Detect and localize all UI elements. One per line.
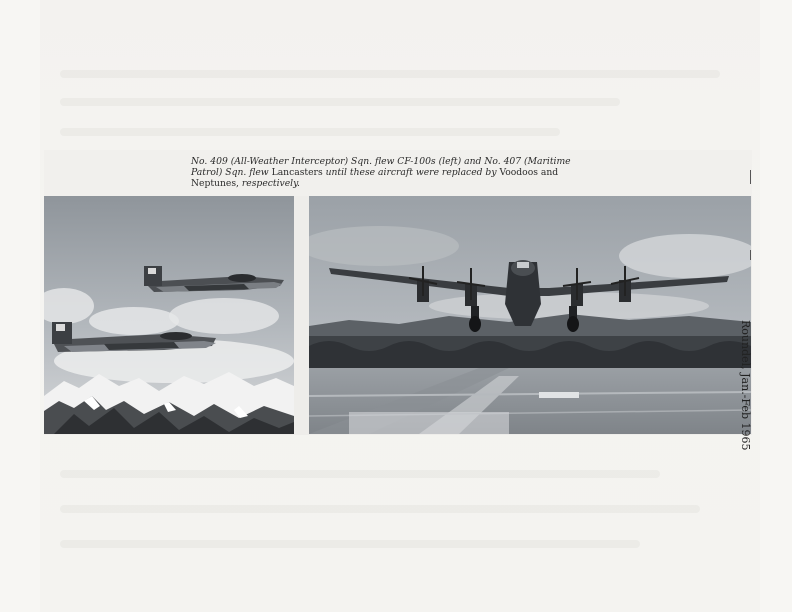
bleed-through-line <box>60 98 620 106</box>
cf100-jets-over-mountains-photo <box>44 196 294 434</box>
caption-neptunes: Neptunes, <box>191 178 239 189</box>
caption-line-2-mid: until these aircraft were replaced by <box>322 167 500 178</box>
caption-line-2-start: Patrol) Sqn. flew <box>191 167 272 178</box>
bleed-through-line <box>60 128 560 136</box>
caption-line-1: No. 409 (All-Weather Interceptor) Sqn. flew CF-100s (left) and No. 407 (Maritime <box>191 156 571 167</box>
caption-line-3-end: respectively. <box>238 178 300 189</box>
bleed-through-line <box>60 505 700 513</box>
source-note: Roundel, Jan.-Feb 1965 <box>739 320 752 451</box>
photo-caption <box>191 156 611 189</box>
caption-lancasters: Lancasters <box>271 167 323 178</box>
bleed-through-line <box>60 70 720 78</box>
caption-and: and <box>537 167 559 178</box>
clipping-edge-mark <box>750 250 751 260</box>
lancaster-takeoff-photo <box>309 196 751 434</box>
caption-voodoos: Voodoos <box>499 167 538 178</box>
bleed-through-line <box>60 540 640 548</box>
bleed-through-line <box>60 470 660 478</box>
clipping-edge-mark <box>750 170 751 184</box>
